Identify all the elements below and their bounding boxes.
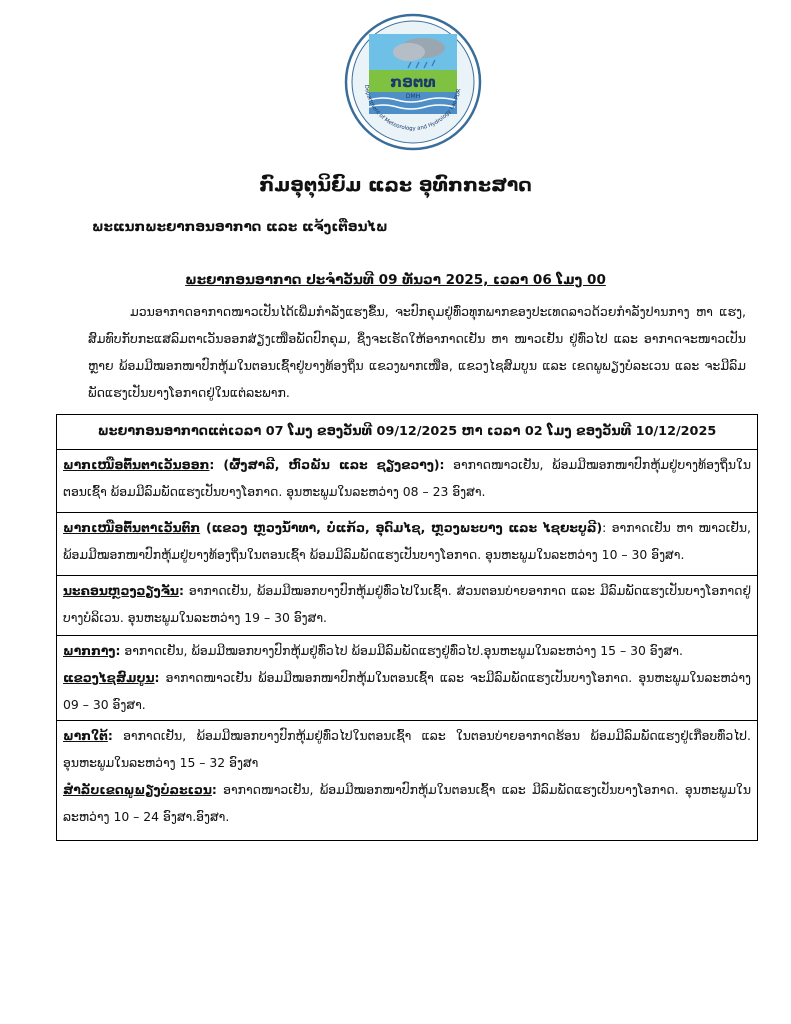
region-provinces: : [154,670,160,685]
section-paragraph [63,514,751,568]
region-forecast-text: ອາກາດໜາວເຢັນ, ພ້ອມມີໝອກໜາປົກຫຸ້ມໃນຕອນເຊົ້າ ແລະ ມີລົມພັດແຮງເປັນບາງໂອກາດ. ອຸນຫະພູມໃນລະຫວ່າງ 10 – 24 ອົງສາ.ອົງສາ. [63,782,751,824]
region-provinces: : [211,782,217,797]
section-paragraph [63,577,751,631]
section-paragraph [63,776,751,830]
forecast-section-vientiane-capital [57,576,757,636]
forecast-intro: ມວນອາກາດອາກາດໜາວເປັນໄດ້ເພີ່ມກໍາລັງແຮງຂຶ້ນ, ຈະປົກຄຸມຢູ່ທົ່ວທຸກພາກຂອງປະເທດລາວດ້ວຍກໍາລັງປານກາງ ຫາ ແຮງ, ສົມທົບກັບກະແສລົມຕາເວັນອອກສ່ຽງເໜືອພັດປົກຄຸມ, ຊຶ່ງຈະເຮັດໃຫ້ອາກາດເຢັນ ຫາ ໜາວເຢັນ ຢູ່ທົ່ວໄປ ແລະ ອາກາດຈະໜາວເປັນຫຼາຍ ພ້ອມມີໝອກໜາປົກຫຸ້ມໃນຕອນເຊົ້າຢູ່ບາງທ້ອງຖິ່ນ ແຂວງພາກເໜືອ, ແຂວງໄຊສົມບູນ ແລະ ເຂດພູພຽງບໍລະເວນ ແລະ ຈະມີລົມພັດແຮງເປັນບາງໂອກາດຢູ່ໃນແຕ່ລະພາກ. [88,304,746,400]
region-name: ພາກກາງ [63,643,116,658]
section-paragraph [63,664,751,718]
region-provinces: : [178,583,184,598]
forecast-section-north-west [57,513,757,576]
region-name: ນະຄອນຫຼວງວຽງຈັນ [63,583,179,598]
region-name: ແຂວງໄຊສົມບູນ [63,670,155,685]
forecast-section-north-east [57,450,757,513]
section-paragraph [63,451,751,505]
region-name: ພາກເໜືອຕົ້ນຕາເວັນຕົກ [63,520,201,535]
region-forecast-text: ອາກາດໜາວເຢັນ ພ້ອມມີໝອກໜາປົກຫຸ້ມໃນຕອນເຊົ້າ ແລະ ຈະມີລົມພັດແຮງເປັນບາງໂອກາດ. ອຸນຫະພູມໃນລະຫວ່າງ 09 – 30 ອົງສາ. [63,670,751,712]
region-forecast-text: ອາກາດເຢັນ, ພ້ອມມີໝອກບາງປົກຫຸ້ມຢູ່ທົ່ວໄປໃນຕອນເຊົ້າ ແລະ ໃນຕອນບ່າຍອາກາດຮ້ອນ ພ້ອມມີລົມພັດແຮງຢູ່ເກືອບທົ່ວໄປ. ອຸນຫະພູມໃນລະຫວ່າງ 15 – 32 ອົງສາ [63,728,751,770]
forecast-section-central [57,636,757,721]
region-name: ສໍາລັບເຂດພູພຽງບໍລະເວນ [63,782,212,797]
region-forecast-text: ອາກາດເຢັນ, ພ້ອມມີໝອກບາງປົກຫຸ້ມຢູ່ທົ່ວໄປ ພ້ອມມີລົມພັດແຮງຢູ່ທົ່ວໄປ.ອຸນຫະພູມໃນລະຫວ່າງ 15 – 30 ອົງສາ. [120,643,683,658]
region-provinces: : [107,728,113,743]
region-forecast-text: : ອາກາດເຢັນ ຫາ ໜາວເຢັນ, ພ້ອມມີໝອກໜາປົກຫຸ້ມຢູ່ບາງທ້ອງຖິ່ນໃນຕອນເຊົ້າ ພ້ອມມີລົມພັດແຮງເປັນບາງໂອກາດ. ອຸນຫະພູມໃນລະຫວ່າງ 10 – 30 ອົງສາ. [63,520,751,562]
region-name: ພາກເໜືອຕົ້ນຕາເວັນອອກ [63,457,210,472]
dmh-logo [343,12,483,152]
ministry-title: ກົມອຸຕຸນິຍົມ ແລະ ອຸທົກກະສາດ [259,174,532,196]
region-provinces: (ແຂວງ ຫຼວງນໍ້າທາ, ບໍ່ແກ້ວ, ອຸດົມໄຊ, ຫຼວງພະບາງ ແລະ ໄຊຍະບູລີ) [200,520,603,535]
logo-text: ກອຕທ [390,73,436,91]
region-provinces: : (ຜົ້ງສາລີ, ຫົວພັນ ແລະ ຊຽງຂວາງ): [209,457,445,472]
department-name: ພະແນກພະຍາກອນອາກາດ ແລະ ແຈ້ງເຕືອນໄພ [92,219,388,235]
region-forecast-text: ອາກາດເຢັນ, ພ້ອມມີໝອກບາງປົກຫຸ້ມຢູ່ທົ່ວໄປໃນເຊົ້າ. ສ່ວນຕອນບ່າຍອາກາດ ແລະ ມີລົມພັດແຮງເປັນບາງໂອກາດຢູ່ບາງບໍລິເວນ. ອຸນຫະພູມໃນລະຫວ່າງ 19 – 30 ອົງສາ. [63,583,751,625]
section-paragraph [63,637,751,664]
forecast-title: ພະຍາກອນອາກາດ ປະຈໍາວັນທີ 09 ທັນວາ 2025, ເວລາ 06 ໂມງ 00 [185,272,606,288]
regional-forecast-table [56,414,758,841]
region-name: ພາກໃຕ້ [63,728,108,743]
region-forecast-text: ອາກາດໜາວເຢັນ, ພ້ອມມີໝອກໜາປົກຫຸ້ມຢູ່ບາງທ້ອງຖິ່ນໃນຕອນເຊົ້າ ພ້ອມມີລົມພັດແຮງເປັນບາງໂອກາດ. ອຸນຫະພູມໃນລະຫວ່າງ 08 – 23 ອົງສາ. [63,457,751,499]
logo-subtext: DMH [405,93,421,100]
section-paragraph [63,722,751,776]
forecast-section-south [57,721,757,838]
logo-ring-text: Department of Meteorology and Hydrology Lao PDR [363,84,463,133]
region-provinces: : [115,643,121,658]
forecast-period-header: ພະຍາກອນອາກາດແຕ່ເວລາ 07 ໂມງ ຂອງວັນທີ 09/12/2025 ຫາ ເວລາ 02 ໂມງ ຂອງວັນທີ 10/12/2025 [57,415,757,450]
